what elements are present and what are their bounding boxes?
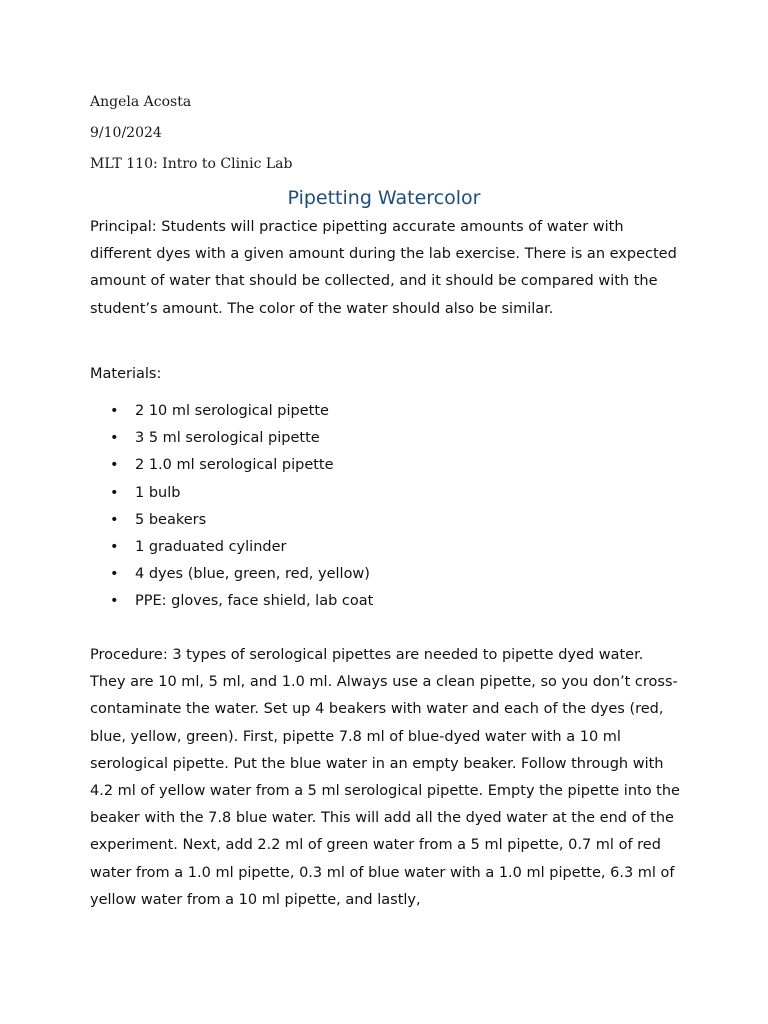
list-item-text: 5 beakers bbox=[135, 511, 207, 528]
bullet-icon: • bbox=[110, 566, 119, 583]
bullet-icon: • bbox=[110, 484, 119, 501]
principal-paragraph: Principal: Students will practice pipetting accurate amounts of water with different dyes with a given amount during the lab exercise. There is an expected amount of water that should be collected, and it should be compared with the student’s amount. The color of the water should also be similar. bbox=[90, 219, 677, 317]
list-item bbox=[90, 534, 682, 561]
materials-heading: Materials: bbox=[90, 366, 162, 382]
bullet-icon: • bbox=[110, 593, 119, 610]
author-name: Angela Acosta bbox=[90, 94, 192, 110]
list-item bbox=[90, 561, 682, 588]
document-date: 9/10/2024 bbox=[90, 125, 162, 141]
list-item-text: 2 1.0 ml serological pipette bbox=[135, 457, 334, 474]
procedure-paragraph: Procedure: 3 types of serological pipettes are needed to pipette dyed water. They are 10 ml, 5 ml, and 1.0 ml. Always use a clean pipette, so you don’t cross-contaminate the water. Set up 4 beakers with water and each of the dyes (red, blue, yellow, green). First, pipette 7.8 ml of blue-dyed water with a 10 ml serological pipette. Put the blue water in an empty beaker. Follow through with 4.2 ml of yellow water from a 5 ml serological pipette. Empty the pipette into the beaker with the 7.8 blue water. This will add all the dyed water at the end of the experiment. Next, add 2.2 ml of green water from a 5 ml pipette, 0.7 ml of red water from a 1.0 ml pipette, 0.3 ml of blue water with a 1.0 ml pipette, 6.3 ml of yellow water from a 10 ml pipette, and lastly, bbox=[90, 647, 680, 908]
list-item bbox=[90, 452, 682, 479]
bullet-icon: • bbox=[110, 430, 119, 447]
list-item-text: PPE: gloves, face shield, lab coat bbox=[135, 593, 374, 610]
list-item-text: 1 bulb bbox=[135, 484, 181, 501]
list-item-text: 2 10 ml serological pipette bbox=[135, 403, 329, 419]
bullet-icon: • bbox=[110, 457, 119, 474]
list-item-text: 1 graduated cylinder bbox=[135, 538, 287, 555]
bullet-icon: • bbox=[110, 403, 119, 419]
bullet-icon: • bbox=[110, 538, 119, 555]
list-item-text: 4 dyes (blue, green, red, yellow) bbox=[135, 566, 370, 583]
bullet-icon: • bbox=[110, 511, 119, 528]
list-item bbox=[90, 480, 682, 507]
list-item bbox=[90, 425, 682, 452]
list-item bbox=[90, 398, 682, 425]
materials-list bbox=[90, 398, 682, 616]
document-title: Pipetting Watercolor bbox=[287, 187, 481, 209]
list-item bbox=[90, 588, 682, 615]
course-name: MLT 110: Intro to Clinic Lab bbox=[90, 156, 293, 172]
list-item bbox=[90, 507, 682, 534]
list-item-text: 3 5 ml serological pipette bbox=[135, 430, 320, 447]
